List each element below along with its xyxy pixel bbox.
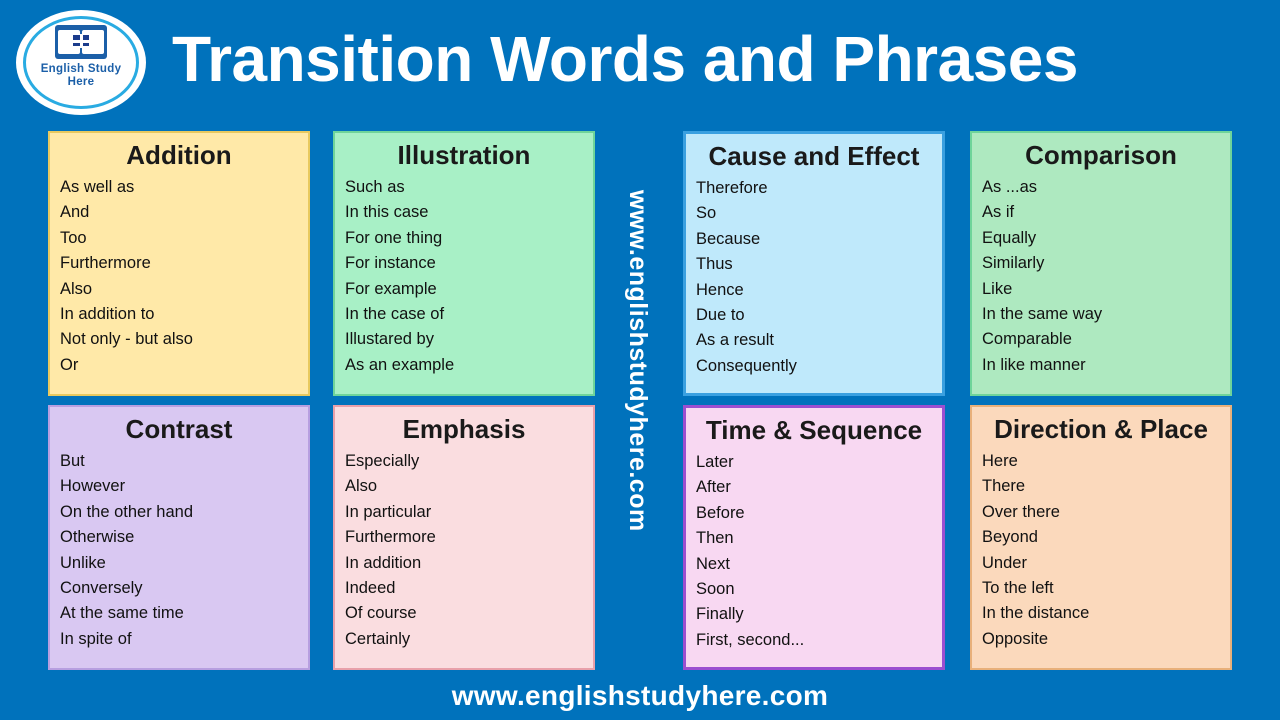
list-item: Or [60, 355, 79, 374]
card-item-list [345, 175, 583, 378]
card-cause-and-effect [683, 131, 945, 396]
list-item: Hence [696, 280, 744, 299]
list-item: To the left [982, 579, 1054, 598]
list-item: In the case of [345, 305, 445, 324]
poster-header [0, 0, 1280, 122]
logo-inner-ring [23, 16, 139, 109]
card-title: Time & Sequence [705, 415, 923, 445]
card-item-list [60, 449, 298, 652]
list-item: As ...as [982, 178, 1038, 196]
vertical-website-url: www.englishstudyhere.com [624, 190, 652, 532]
card-item-list [345, 449, 583, 652]
card-emphasis [333, 405, 595, 670]
list-item: First, second... [696, 630, 805, 649]
list-item: As a result [696, 331, 774, 350]
card-title: Direction & Place [994, 414, 1208, 444]
uk-flag-icon [72, 34, 90, 47]
card-title: Addition [126, 140, 232, 170]
list-item: Certainly [345, 629, 411, 648]
card-item-list [982, 175, 1220, 378]
list-item: And [60, 203, 90, 222]
list-item: Beyond [982, 528, 1038, 547]
list-item: Indeed [345, 579, 396, 598]
list-item: In this case [345, 203, 429, 222]
brand-logo [12, 8, 150, 118]
list-item: Finally [696, 605, 744, 624]
list-item: Then [696, 529, 734, 548]
list-item: Furthermore [345, 528, 436, 547]
list-item: Due to [696, 306, 745, 325]
list-item: Under [982, 553, 1027, 572]
list-item: Also [345, 477, 378, 496]
card-addition [48, 131, 310, 396]
list-item: Of course [345, 604, 417, 623]
list-item: In the same way [982, 305, 1103, 324]
list-item: Like [982, 279, 1013, 298]
list-item: Therefore [696, 179, 768, 197]
card-time-and-sequence [683, 405, 945, 670]
list-item: There [982, 477, 1026, 496]
list-item: But [60, 452, 85, 470]
list-item: However [60, 477, 126, 496]
list-item: In addition [345, 553, 422, 572]
list-item: Especially [345, 452, 420, 470]
list-item: As if [982, 203, 1015, 222]
list-item: Comparable [982, 330, 1072, 349]
list-item: Otherwise [60, 528, 135, 547]
list-item: Because [696, 229, 761, 248]
list-item: Equally [982, 228, 1037, 247]
list-item: Also [60, 279, 93, 298]
card-illustration [333, 131, 595, 396]
list-item: Before [696, 503, 745, 522]
card-title: Emphasis [402, 414, 526, 444]
card-title: Contrast [125, 414, 233, 444]
list-item: In particular [345, 502, 432, 521]
list-item: Furthermore [60, 254, 151, 273]
list-item: Illustared by [345, 330, 434, 349]
card-item-list [696, 176, 932, 379]
list-item: In the distance [982, 604, 1090, 623]
list-item: Not only - but also [60, 330, 193, 349]
page-title: Transition Words and Phrases [172, 23, 1078, 95]
list-item: So [696, 204, 717, 223]
list-item: For one thing [345, 228, 443, 247]
list-item: At the same time [60, 604, 184, 623]
list-item: Consequently [696, 356, 797, 375]
list-item: Too [60, 228, 87, 247]
card-title: Illustration [397, 140, 531, 170]
list-item: Next [696, 554, 730, 573]
list-item: Unlike [60, 553, 106, 572]
logo-text-line1: English Study [40, 63, 122, 75]
list-item: As an example [345, 355, 455, 374]
card-item-list [60, 175, 298, 378]
footer-website-url: www.englishstudyhere.com [451, 680, 829, 711]
list-item: For example [345, 279, 437, 298]
card-item-list [696, 450, 932, 653]
list-item: Here [982, 452, 1018, 470]
card-comparison [970, 131, 1232, 396]
card-direction-and-place [970, 405, 1232, 670]
list-item: Later [696, 453, 734, 471]
book-icon [55, 25, 107, 59]
list-item: Opposite [982, 629, 1049, 648]
card-contrast [48, 405, 310, 670]
card-item-list [982, 449, 1220, 652]
card-title: Cause and Effect [708, 141, 920, 171]
list-item: For instance [345, 254, 436, 273]
list-item: After [696, 478, 731, 497]
list-item: Thus [696, 255, 733, 274]
list-item: Conversely [60, 579, 143, 598]
list-item: In addition to [60, 305, 155, 324]
list-item: Soon [696, 580, 735, 599]
list-item: Such as [345, 178, 405, 196]
list-item: As well as [60, 178, 135, 196]
card-title: Comparison [1025, 140, 1177, 170]
list-item: In like manner [982, 355, 1086, 374]
list-item: In spite of [60, 629, 132, 648]
list-item: On the other hand [60, 502, 194, 521]
list-item: Over there [982, 502, 1060, 521]
logo-text-line2: Here [67, 76, 95, 88]
list-item: Similarly [982, 254, 1045, 273]
